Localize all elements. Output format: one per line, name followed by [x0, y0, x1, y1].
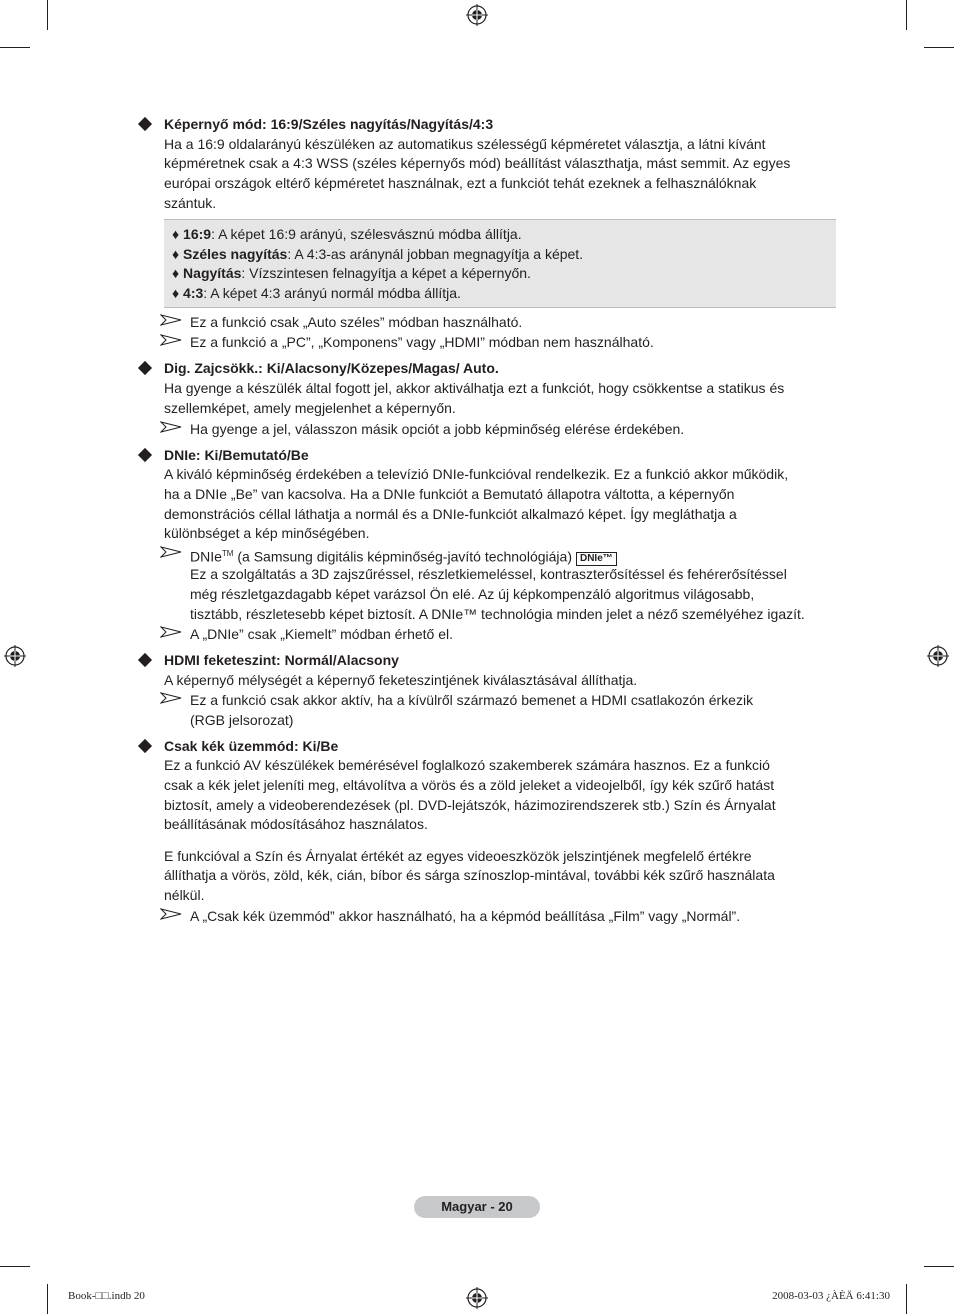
- body-text: képméretnek csak a 4:3 WSS (széles képernyős mód) beállítást választhatja, mást semmit. Az egyes: [164, 155, 791, 171]
- bullet-diamond-icon: [138, 653, 152, 667]
- option-item: ♦ Nagyítás: Vízszintesen felnagyítja a képet a képernyőn.: [172, 265, 531, 281]
- note-text: Ez a szolgáltatás a 3D zajszűréssel, részletkiemeléssel, kontraszterősítéssel és fehérerősítéssel: [190, 566, 787, 582]
- print-slug-right: 2008-03-03 ¿ÀÈÄ 6:41:30: [772, 1290, 890, 1302]
- body-text: állíthatja a vörös, zöld, kék, cián, bíbor és sárga színoszlop-mintával, további kék szűrő használata: [164, 867, 775, 883]
- dnie-suffix: (a Samsung digitális képminőség-javító technológiája): [233, 548, 572, 565]
- crop-mark: [47, 1284, 48, 1314]
- body-text: beállításának módosításához használatos.: [164, 816, 428, 832]
- body-text: szántuk.: [164, 195, 217, 211]
- section-heading: Képernyő mód: 16:9/Széles nagyítás/Nagyítás/4:3: [164, 116, 494, 132]
- crop-mark: [47, 0, 48, 30]
- note-arrow-icon: [160, 692, 182, 704]
- section-heading: Csak kék üzemmód: Ki/Be: [164, 738, 339, 754]
- section-heading: DNIe: Ki/Bemutató/Be: [164, 447, 309, 463]
- bullet-diamond-icon: [138, 117, 152, 131]
- note-arrow-icon: [160, 626, 182, 638]
- body-text: különbséget a kép minőségében.: [164, 525, 370, 541]
- note-text: A „Csak kék üzemmód” akkor használható, ha a képmód beállítása „Film” vagy „Normál”.: [190, 908, 741, 924]
- dnie-logo: DNIe™: [576, 552, 617, 566]
- page-number-badge: Magyar - 20: [414, 1196, 540, 1218]
- section-heading: Dig. Zajcsökk.: Ki/Alacsony/Közepes/Magas/ Auto.: [164, 360, 499, 376]
- crop-mark: [0, 1266, 30, 1267]
- body-text: Ha gyenge a készülék által fogott jel, akkor aktiválhatja ezt a funkciót, hogy csökkentse a statikus és: [164, 380, 785, 396]
- note-text: (RGB jelsorozat): [190, 712, 294, 728]
- body-text: A képernyő mélységét a képernyő feketeszintjének kiválasztásával állíthatja.: [164, 672, 638, 688]
- body-text: A kiváló képminőség érdekében a televízió DNIe-funkcióval rendelkezik. Ez a funkció akkor működik,: [164, 466, 789, 482]
- crop-mark: [906, 0, 907, 30]
- crop-mark: [924, 47, 954, 48]
- body-text: európai országok eltérő képméretet használnak, ezt a funkciót tehát ezeknek a felhasználóknak: [164, 175, 757, 191]
- body-text: Ha a 16:9 oldalarányú készüléken az automatikus szélességű képméretet választja, a látni kívánt: [164, 136, 766, 152]
- body-text: csak a kék jelet jeleníti meg, eltávolítva a vörös és a zöld jeleket a videojelből, így kék szűrő hatást: [164, 777, 775, 793]
- note-arrow-icon: [160, 546, 182, 558]
- dnie-prefix: DNIe: [190, 548, 222, 565]
- note-text: Ez a funkció csak „Auto széles” módban használható.: [190, 314, 523, 330]
- registration-mark-icon: [927, 645, 949, 667]
- note-text: Ha gyenge a jel, válasszon másik opciót a jobb képminőség elérése érdekében.: [190, 421, 685, 437]
- note-text: A „DNIe” csak „Kiemelt” módban érhető el.: [190, 626, 453, 642]
- print-slug-left: Book-□□.indb 20: [68, 1290, 145, 1302]
- note-arrow-icon: [160, 314, 182, 326]
- note-text: Ez a funkció csak akkor aktív, ha a kívülről származó bemenet a HDMI csatlakozón érkezik: [190, 692, 754, 708]
- registration-mark-icon: [466, 4, 488, 26]
- registration-mark-icon: [466, 1287, 488, 1309]
- body-text: biztosít, amely a videoberendezések (pl. DVD-lejátszók, házimozirendszerek stb.) Szín és Árnyalat: [164, 797, 776, 813]
- body-text: ha a DNIe „Be” van kacsolva. Ha a DNIe funkciót a Bemutató állapotra váltotta, a képernyőn: [164, 486, 735, 502]
- option-item: ♦ 4:3: A képet 4:3 arányú normál módba állítja.: [172, 285, 461, 301]
- registration-mark-icon: [4, 645, 26, 667]
- crop-mark: [924, 1266, 954, 1267]
- section-heading: HDMI feketeszint: Normál/Alacsony: [164, 652, 399, 668]
- bullet-diamond-icon: [138, 361, 152, 375]
- bullet-diamond-icon: [138, 739, 152, 753]
- note-arrow-icon: [160, 908, 182, 920]
- note-text: Ez a funkció a „PC”, „Komponens” vagy „HDMI” módban nem használható.: [190, 334, 654, 350]
- body-text: demonstrációs céllal láthatja a normál és a DNIe-funkciót alkalmazó képet. Így megláthatja a: [164, 506, 737, 522]
- crop-mark: [0, 47, 30, 48]
- note-text: tisztább, részletesebb képet biztosít. A DNIe™ technológia minden jelet a néző személyéhez igazít.: [190, 606, 805, 622]
- bullet-diamond-icon: [138, 448, 152, 462]
- body-text: szellemképet, amely megjelenhet a képernyőn.: [164, 400, 456, 416]
- note-arrow-icon: [160, 421, 182, 433]
- option-item: ♦ Széles nagyítás: A 4:3-as aránynál jobban megnagyítja a képet.: [172, 246, 584, 262]
- option-item: ♦ 16:9: A képet 16:9 arányú, szélesvásznú módba állítja.: [172, 226, 522, 242]
- crop-mark: [906, 1284, 907, 1314]
- body-text: Ez a funkció AV készülékek bemérésével foglalkozó szakemberek számára hasznos. Ez a funkció: [164, 757, 770, 773]
- trademark-mark: TM: [221, 549, 234, 558]
- note-arrow-icon: [160, 334, 182, 346]
- body-text: nélkül.: [164, 887, 205, 903]
- body-text: E funkcióval a Szín és Árnyalat értékét az egyes videoeszközök jelszintjének megfelelő értékre: [164, 848, 752, 864]
- note-text: még részletgazdagabb képet varázsol Ön elé. Az új képkompenzáló algoritmus világosabb,: [190, 586, 755, 602]
